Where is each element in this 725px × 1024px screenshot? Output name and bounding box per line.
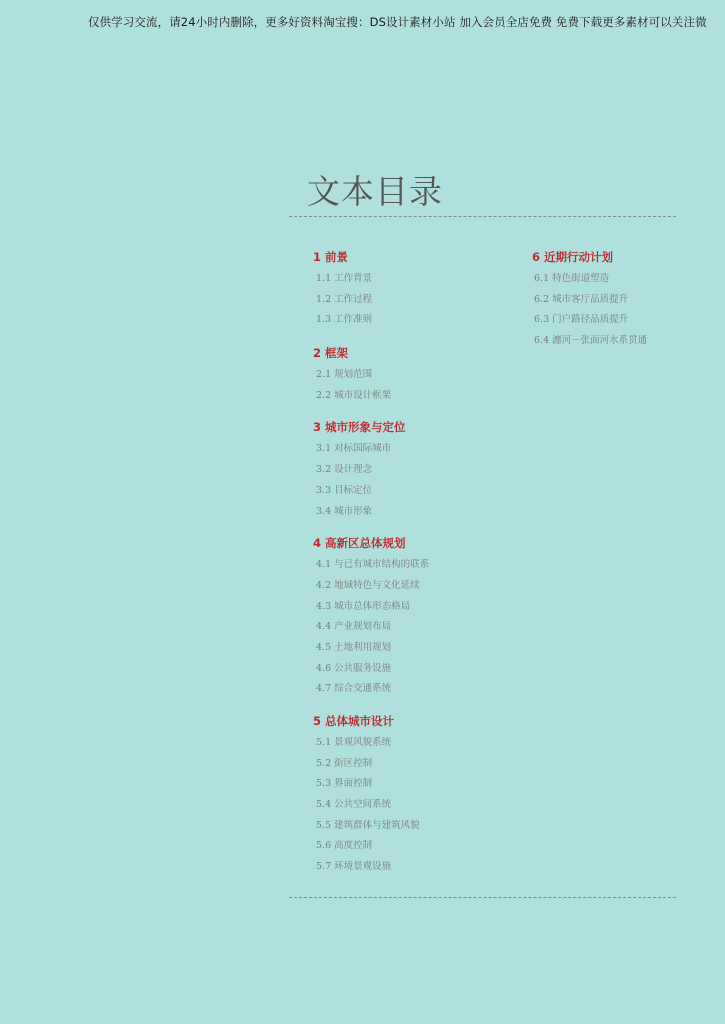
page-title: 文本目录 <box>307 172 443 211</box>
toc-entry: 4.2 地域特色与文化延续 <box>316 579 420 591</box>
toc-entry: 4.5 土地利用规划 <box>316 641 392 653</box>
toc-entry: 2.2 城市设计框架 <box>316 389 392 401</box>
toc-entry: 4.1 与已有城市结构的联系 <box>316 559 430 571</box>
toc-entry: 3.1 对标国际城市 <box>316 443 392 455</box>
toc-entry: 1.3 工作准则 <box>316 314 373 326</box>
toc-entry: 5.5 建筑群体与建筑风貌 <box>316 819 420 831</box>
toc-entry: 5.3 界面控制 <box>316 778 373 790</box>
toc-entry: 6.1 特色街道塑造 <box>534 273 610 284</box>
toc-entry: 6.2 城市客厅品质提升 <box>534 293 629 305</box>
toc-entry: 4.4 产业规划布局 <box>316 621 392 633</box>
bottom-divider <box>289 897 676 898</box>
toc-left-column <box>313 248 429 878</box>
toc-section <box>532 248 647 352</box>
toc-entry: 5.4 公共空间系统 <box>316 799 392 811</box>
toc-section <box>313 534 429 700</box>
toc-entry: 5.1 景观风貌系统 <box>316 737 392 748</box>
top-divider <box>289 216 676 217</box>
section-heading: 4 高新区总体规划 <box>313 536 406 551</box>
toc-entry: 5.6 高度控制 <box>316 840 373 852</box>
toc-entry: 3.4 城市形象 <box>316 505 373 517</box>
toc-entry: 3.3 目标定位 <box>316 484 373 496</box>
toc-entry: 1.1 工作背景 <box>316 273 373 284</box>
toc-entry: 4.6 公共服务设施 <box>316 662 392 674</box>
section-heading: 2 框架 <box>313 346 349 361</box>
toc-entry: 3.2 设计理念 <box>316 464 373 476</box>
section-heading: 5 总体城市设计 <box>313 714 395 728</box>
section-heading: 3 城市形象与定位 <box>313 420 406 435</box>
watermark-notice: 仅供学习交流，请24小时内删除，更多好资料淘宝搜：DS设计素材小站 加入会员全店免费 免费下载更多素材可以关注微 <box>88 15 707 29</box>
toc-section <box>313 344 429 406</box>
toc-entry: 4.7 综合交通系统 <box>316 683 392 695</box>
toc-entry: 1.2 工作过程 <box>316 293 373 305</box>
toc-entry: 6.4 瀍河－张面河水系贯通 <box>534 335 648 347</box>
toc-entry: 2.1 规划范围 <box>316 369 373 381</box>
toc-section <box>313 248 429 331</box>
toc-right-column <box>532 248 647 352</box>
toc-entry: 5.7 环境景观设施 <box>316 861 392 873</box>
toc-section <box>313 418 429 522</box>
section-heading: 1 前景 <box>313 250 349 264</box>
toc-entry: 6.3 门户路径品质提升 <box>534 314 629 326</box>
toc-entry: 5.2 街区控制 <box>316 757 373 769</box>
toc-entry: 4.3 城市总体形态格局 <box>316 600 411 612</box>
section-heading: 6 近期行动计划 <box>532 250 614 264</box>
toc-section <box>313 712 429 878</box>
